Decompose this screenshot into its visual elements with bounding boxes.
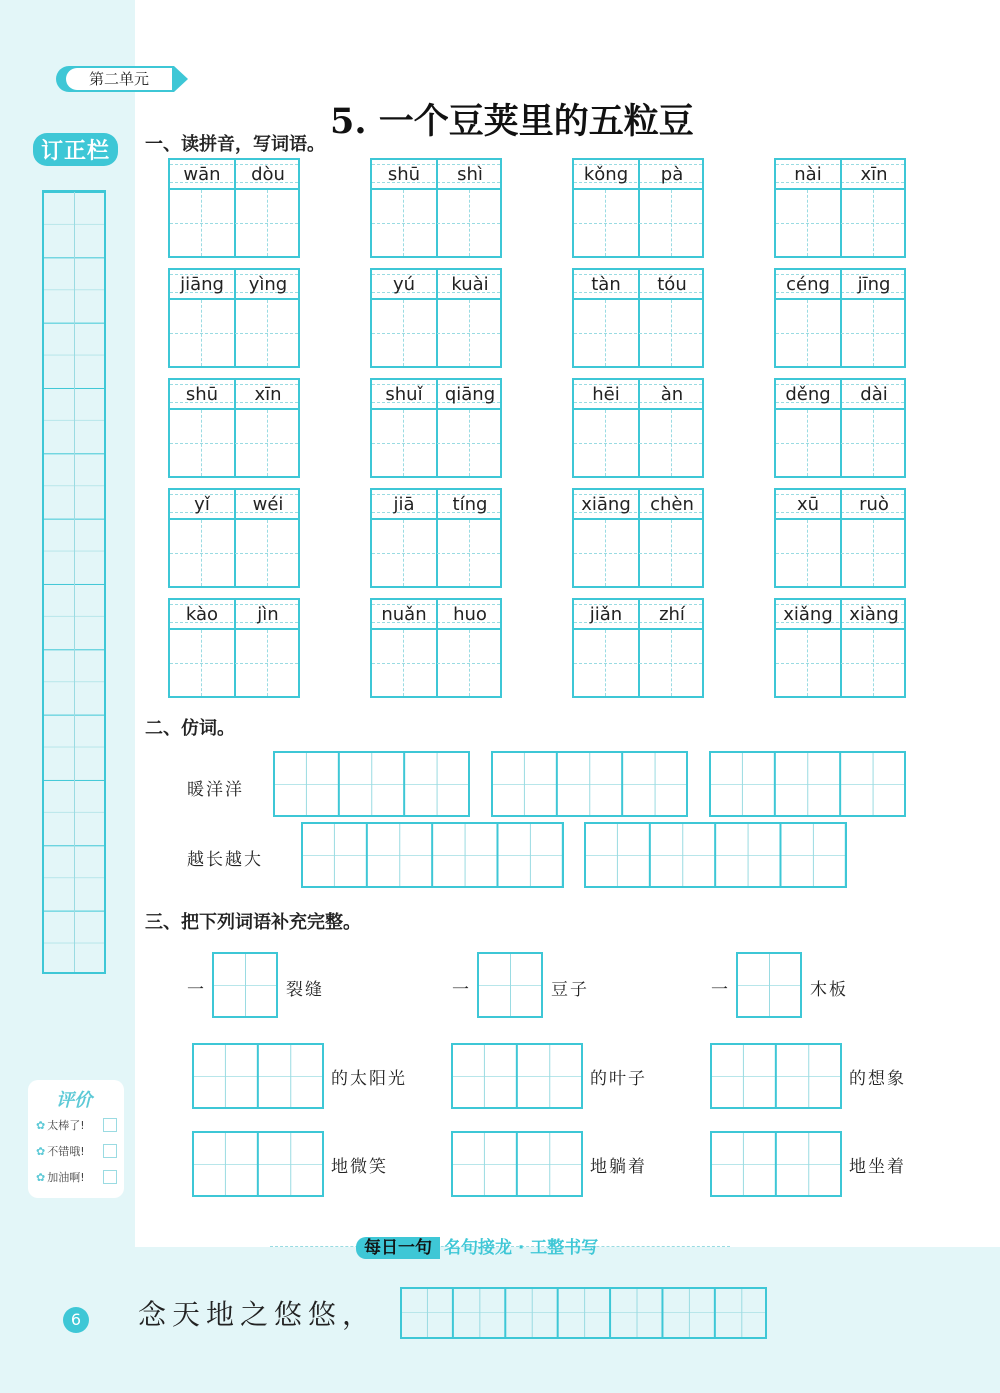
pinyin-syllable: xiàng [849,604,899,625]
thumb-icon: ✿ [36,1119,46,1132]
pinyin-syllable: kǒng [583,164,629,185]
grid-guide-line [873,190,874,256]
measure-one: 一 [711,980,730,1000]
grid-guide-line [372,553,500,554]
lesson-title: 5. 一个豆荚里的五粒豆 [330,101,694,142]
grid-guide-line [574,333,702,334]
pinyin-syllable: nuǎn [381,604,427,625]
imitate-example-2: 越长越大 [187,850,263,870]
pinyin-syllable: jiā [393,494,415,515]
pinyin-syllable: yìng [248,274,288,295]
pinyin-box[interactable] [370,378,502,478]
grid-guide-line [807,300,808,366]
grid-guide-line [372,663,500,664]
writing-grid[interactable] [736,952,802,1018]
phrase-suffix: 的想象 [849,1069,906,1089]
pinyin-box[interactable] [168,158,300,258]
pinyin-syllable: dài [860,384,888,405]
evaluation-option: ✿ 加油啊! [36,1171,85,1184]
writing-grid[interactable] [584,822,847,888]
grid-guide-line [605,300,606,366]
grid-guide-line [807,410,808,476]
pinyin-syllable: jiāng [180,274,224,295]
evaluation-title: 评价 [56,1090,92,1111]
daily-sentence-banner [356,1233,602,1257]
pinyin-syllable: děng [785,384,831,405]
grid-guide-line [574,443,702,444]
evaluation-option: ✿ 不错哦! [36,1145,85,1158]
pinyin-syllable: nài [794,164,822,185]
grid-guide-line [574,553,702,554]
pinyin-box[interactable] [168,488,300,588]
grid-guide-line [403,520,404,586]
motto-text: 念天地之悠悠， [138,1298,377,1331]
pinyin-box[interactable] [370,598,502,698]
motto-writing-grid[interactable] [400,1287,767,1339]
writing-grid[interactable] [212,952,278,1018]
pinyin-syllable: jiǎn [589,604,623,625]
grid-guide-line [807,630,808,696]
pinyin-syllable: tàn [591,274,621,295]
pinyin-box[interactable] [168,268,300,368]
pinyin-syllable: ruò [859,494,889,515]
section2-heading: 二、仿词。 [145,718,235,739]
pinyin-syllable: chèn [650,494,694,515]
evaluation-option: ✿ 太棒了! [36,1119,85,1132]
pinyin-syllable: xiǎng [783,604,833,625]
daily-sub-label: 名句接龙 · 工整书写 [444,1238,599,1258]
phrase-suffix: 地微笑 [331,1157,388,1177]
writing-grid[interactable] [301,822,564,888]
pinyin-box[interactable] [572,158,704,258]
section1-heading: 一、读拼音，写词语。 [145,134,325,155]
pinyin-syllable: jīng [857,274,891,295]
pinyin-box[interactable] [774,158,906,258]
pinyin-syllable: kào [185,604,219,625]
pinyin-box[interactable] [774,598,906,698]
grid-guide-line [469,300,470,366]
grid-guide-line [267,520,268,586]
writing-grid[interactable] [709,751,906,817]
grid-guide-line [201,300,202,366]
grid-guide-line [201,190,202,256]
grid-guide-line [403,410,404,476]
measure-word: 豆子 [551,980,589,1000]
grid-guide-line [776,333,904,334]
pinyin-syllable: qiāng [444,384,496,405]
pinyin-box[interactable] [774,378,906,478]
grid-guide-line [170,553,298,554]
grid-guide-line [574,663,702,664]
pinyin-syllable: wéi [252,494,284,515]
grid-guide-line [776,223,904,224]
measure-word: 裂缝 [286,980,324,1000]
pinyin-syllable: shì [457,164,483,185]
grid-guide-line [267,300,268,366]
grid-guide-line [201,410,202,476]
pinyin-box[interactable] [572,598,704,698]
pinyin-syllable: kuài [451,274,489,295]
unit-arrow-icon [174,66,188,92]
writing-grid[interactable] [451,1131,583,1197]
daily-label: 每日一句 [356,1237,440,1259]
pinyin-box[interactable] [370,158,502,258]
writing-grid[interactable] [710,1043,842,1109]
pinyin-syllable: àn [660,384,684,405]
pinyin-syllable: pà [660,164,684,185]
evaluation-checkbox[interactable] [103,1170,117,1184]
pinyin-box[interactable] [774,268,906,368]
pinyin-syllable: hēi [592,384,620,405]
grid-guide-line [807,190,808,256]
grid-guide-line [873,630,874,696]
grid-guide-line [267,410,268,476]
pinyin-syllable: tóu [657,274,687,295]
correction-grid[interactable] [42,190,106,974]
grid-guide-line [170,663,298,664]
pinyin-syllable: yú [392,274,416,295]
writing-grid[interactable] [451,1043,583,1109]
writing-grid[interactable] [192,1131,324,1197]
phrase-suffix: 地躺着 [590,1157,647,1177]
grid-guide-line [776,443,904,444]
grid-guide-line [873,300,874,366]
grid-guide-line [605,190,606,256]
grid-guide-line [403,630,404,696]
section3-heading: 三、把下列词语补充完整。 [145,912,361,933]
page-number: 6 [63,1307,89,1333]
grid-guide-line [671,300,672,366]
pinyin-box[interactable] [370,488,502,588]
cheer-icon: ✿ [36,1171,46,1184]
unit-label: 第二单元 [66,68,172,90]
writing-grid[interactable] [710,1131,842,1197]
phrase-suffix: 的太阳光 [331,1069,407,1089]
grid-guide-line [776,663,904,664]
measure-one: 一 [452,980,471,1000]
grid-guide-line [671,630,672,696]
writing-grid[interactable] [273,751,470,817]
evaluation-checkbox[interactable] [103,1118,117,1132]
measure-one: 一 [187,980,206,1000]
pinyin-syllable: yǐ [194,494,210,515]
grid-guide-line [372,443,500,444]
writing-grid[interactable] [192,1043,324,1109]
pinyin-box[interactable] [168,598,300,698]
imitate-example-1: 暖洋洋 [187,780,244,800]
grid-guide-line [671,190,672,256]
pinyin-syllable: jìn [257,604,279,625]
pinyin-box[interactable] [572,378,704,478]
pinyin-syllable: shuǐ [385,384,423,405]
grid-guide-line [873,520,874,586]
smile-icon: ✿ [36,1145,46,1158]
writing-grid[interactable] [477,952,543,1018]
grid-guide-line [267,190,268,256]
pinyin-box[interactable] [370,268,502,368]
grid-guide-line [170,333,298,334]
phrase-suffix: 地坐着 [849,1157,906,1177]
correction-label: 订正栏 [33,133,118,166]
grid-guide-line [170,223,298,224]
grid-guide-line [807,520,808,586]
pinyin-syllable: tíng [452,494,488,515]
pinyin-syllable: xiāng [581,494,631,515]
grid-guide-line [170,443,298,444]
pinyin-box[interactable] [572,268,704,368]
grid-guide-line [403,190,404,256]
grid-guide-line [201,520,202,586]
pinyin-box[interactable] [774,488,906,588]
grid-guide-line [776,553,904,554]
grid-guide-line [574,223,702,224]
writing-grid[interactable] [491,751,688,817]
grid-guide-line [671,410,672,476]
grid-guide-line [605,520,606,586]
grid-guide-line [372,223,500,224]
pinyin-syllable: zhí [659,604,685,625]
grid-guide-line [605,630,606,696]
pinyin-syllable: xīn [254,384,282,405]
pinyin-box[interactable] [168,378,300,478]
pinyin-syllable: shū [185,384,219,405]
grid-guide-line [605,410,606,476]
pinyin-box[interactable] [572,488,704,588]
grid-guide-line [469,630,470,696]
grid-guide-line [469,410,470,476]
pinyin-syllable: wān [183,164,221,185]
grid-guide-line [201,630,202,696]
measure-word: 木板 [810,980,848,1000]
grid-guide-line [372,333,500,334]
pinyin-syllable: xīn [860,164,888,185]
grid-guide-line [873,410,874,476]
evaluation-checkbox[interactable] [103,1144,117,1158]
grid-guide-line [267,630,268,696]
pinyin-syllable: xū [796,494,820,515]
grid-guide-line [403,300,404,366]
pinyin-syllable: huo [453,604,487,625]
grid-guide-line [469,520,470,586]
grid-guide-line [469,190,470,256]
grid-guide-line [671,520,672,586]
pinyin-syllable: céng [786,274,830,295]
pinyin-syllable: dòu [251,164,285,185]
phrase-suffix: 的叶子 [590,1069,647,1089]
pinyin-syllable: shū [387,164,421,185]
